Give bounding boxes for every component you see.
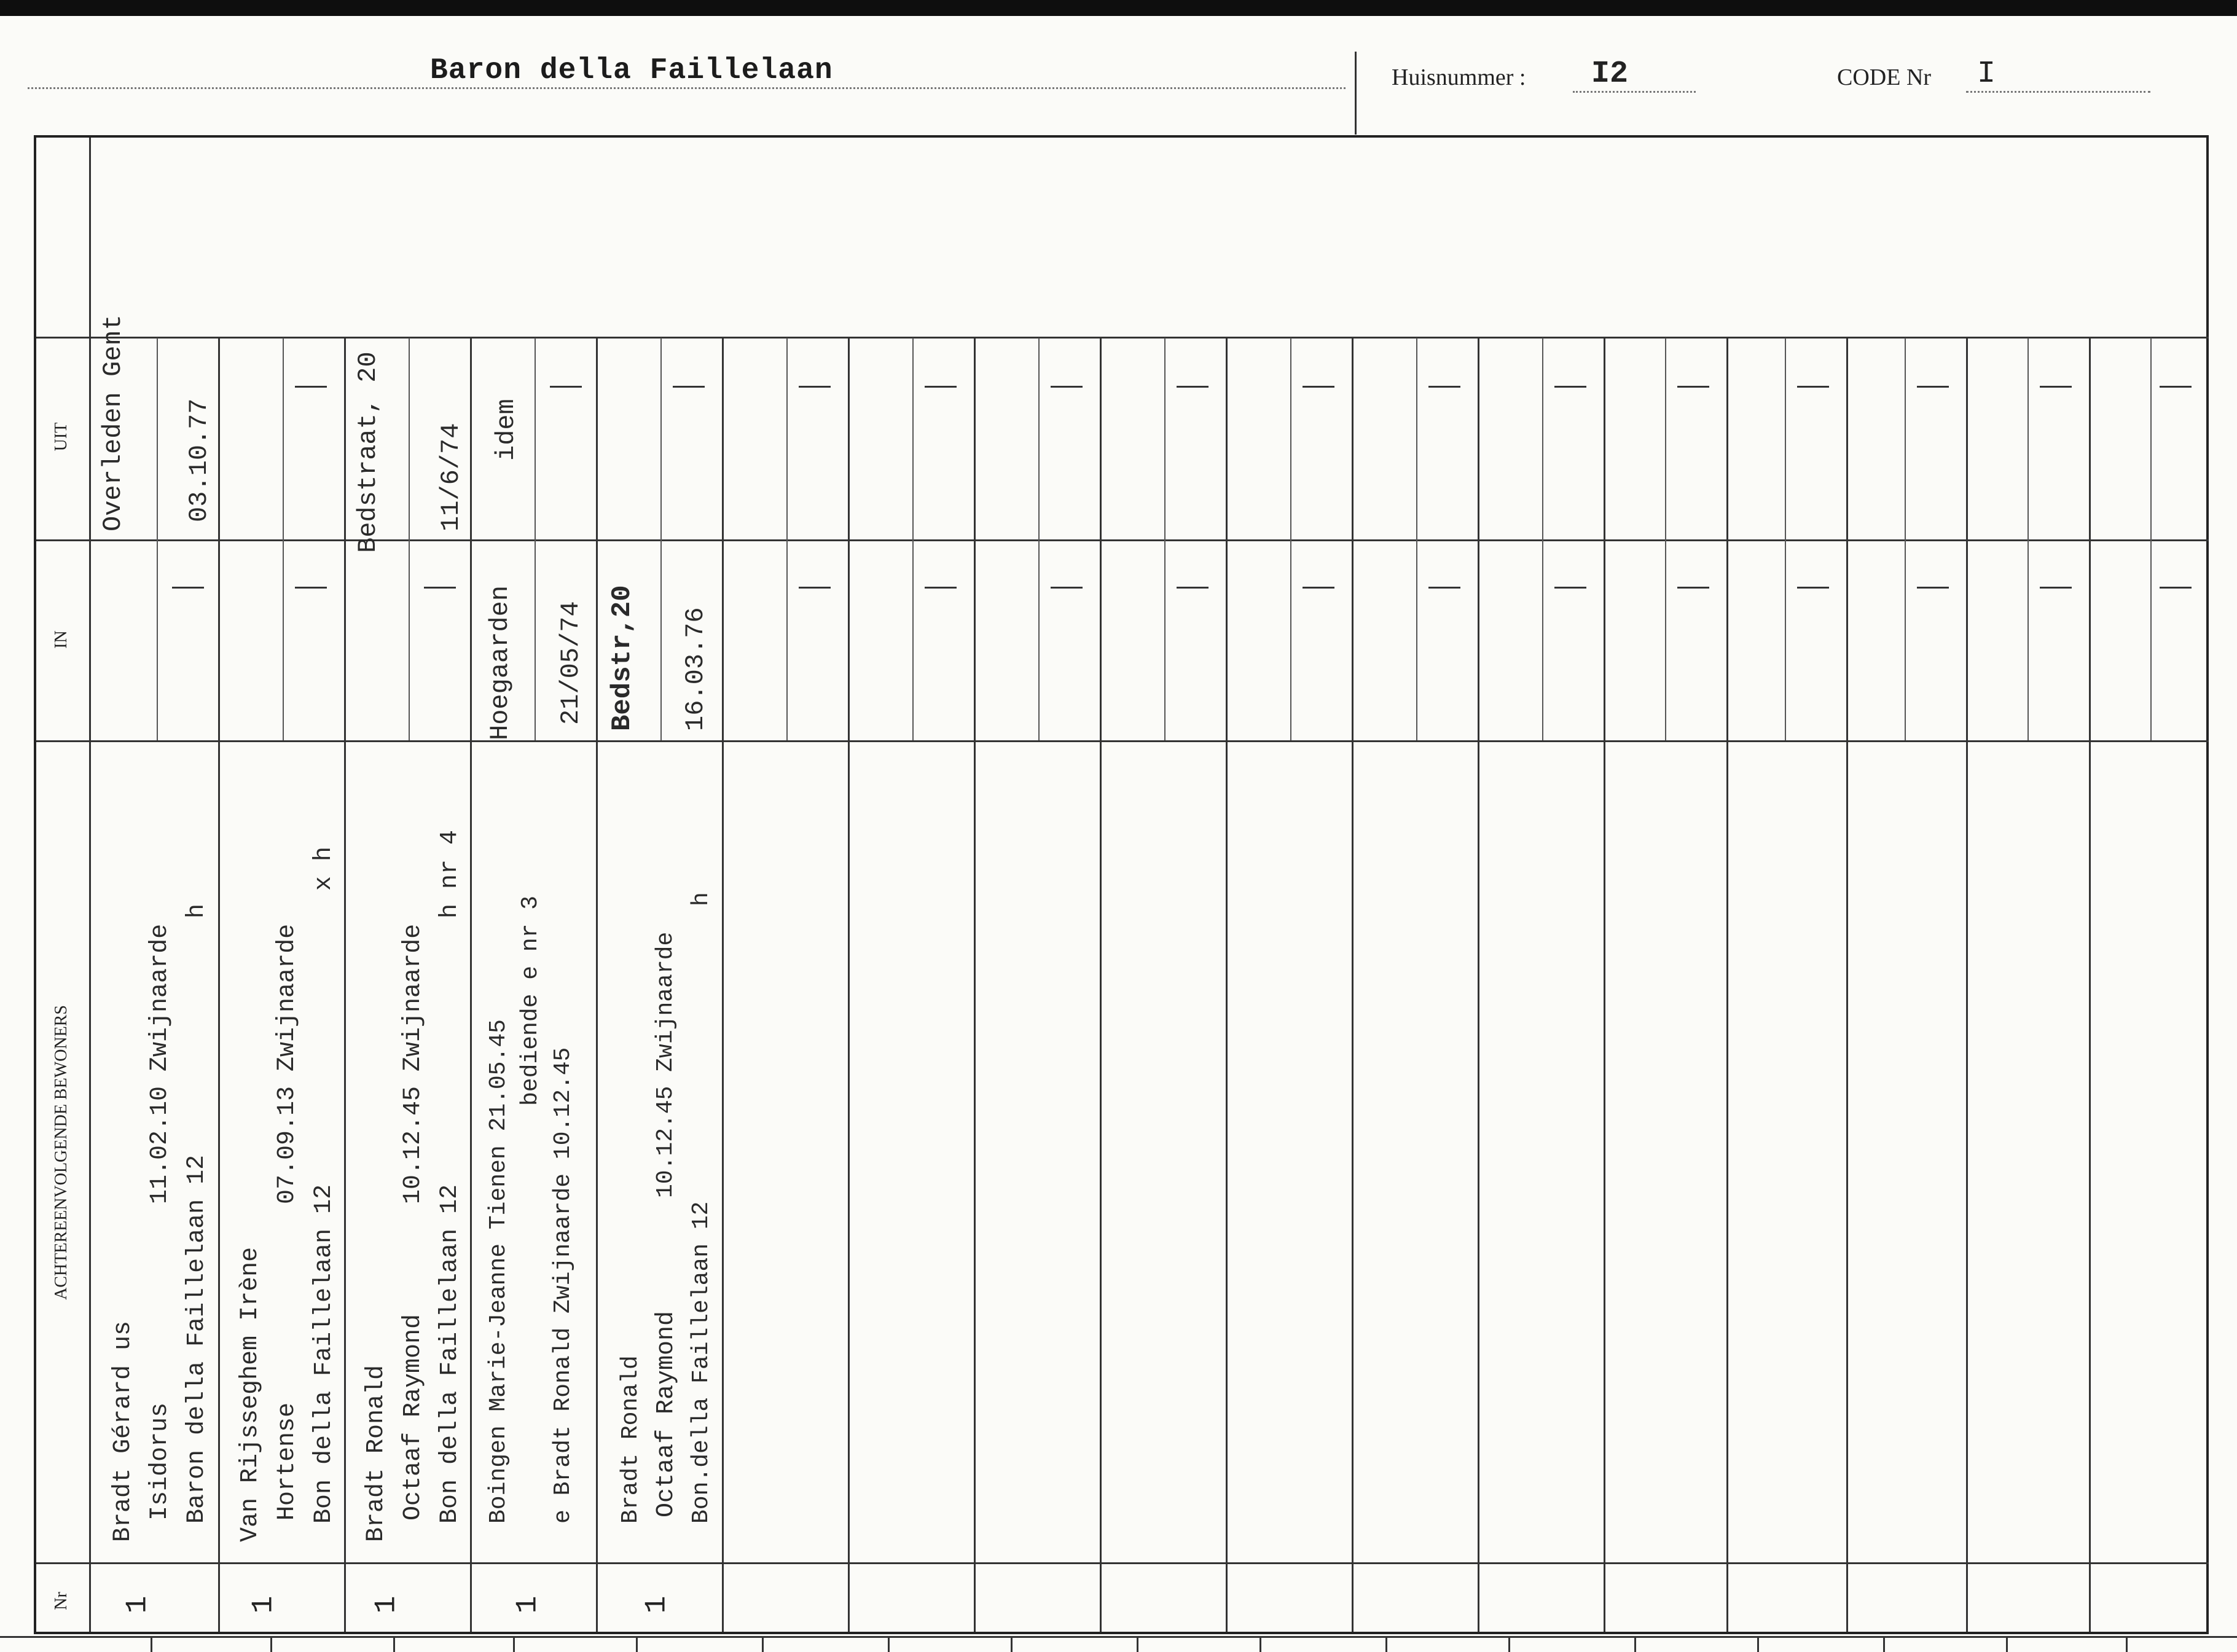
empty-dash-in-7 — [1554, 587, 1586, 589]
entry5-in-place: Bedstr,20 — [607, 585, 638, 731]
entry5-line2: Octaaf Raymond — [652, 1310, 680, 1517]
entry3-uit-place: Bedstraat, 20 — [353, 351, 383, 553]
empty-dash-in-12 — [2160, 587, 2192, 589]
empty-dash-in-4 — [1177, 587, 1209, 589]
empty-dash-in-6 — [1428, 587, 1460, 589]
uit-top-line — [89, 337, 2209, 339]
uit-label: UIT — [52, 422, 71, 452]
entry4-line2: bediende e nr 3 — [517, 895, 544, 1106]
entry-dash-2 — [295, 386, 327, 388]
bottom-tick-1 — [151, 1636, 152, 1652]
house-number-label: Huisnummer : — [1392, 65, 1526, 90]
entry1-suffix: h — [183, 903, 211, 918]
bottom-tick-4 — [513, 1636, 515, 1652]
entry3-suffix: h nr 4 — [436, 829, 464, 918]
entry1-uit-place: Overleden Gent — [98, 315, 128, 531]
entry5-line3: Bon.della Faillelaan 12 — [688, 1201, 715, 1524]
column-line-8 — [1100, 338, 1102, 1632]
header-divider — [1355, 52, 1357, 135]
bottom-tick-16 — [2006, 1636, 2008, 1652]
empty-dash-uit-9 — [1797, 386, 1829, 388]
entry3-birth: 10.12.45 Zwijnaarde — [399, 923, 427, 1204]
entry-dash-5 — [550, 386, 582, 388]
bottom-tick-10 — [1260, 1636, 1261, 1652]
bottom-tick-11 — [1385, 1636, 1387, 1652]
entry2-line3: Bon della Faillelaan 12 — [310, 1184, 338, 1524]
half-column-line-4 — [535, 338, 536, 740]
column-line-15 — [1966, 338, 1968, 1632]
column-line-12 — [1604, 338, 1605, 1632]
empty-dash-uit-3 — [1051, 386, 1083, 388]
empty-dash-in-9 — [1797, 587, 1829, 589]
entry2-line1: Van Rijsseghem Irène — [237, 1247, 264, 1542]
entry3-line1: Bradt Ronald — [362, 1364, 390, 1542]
empty-dash-uit-11 — [2040, 386, 2072, 388]
code-underline — [1966, 91, 2150, 93]
half-column-line-3 — [409, 338, 410, 740]
entry2-birth: 07.09.13 Zwijnaarde — [273, 923, 301, 1204]
column-line-11 — [1478, 338, 1479, 1632]
empty-dash-in-11 — [2040, 587, 2072, 589]
entry4-nr: 1 — [511, 1595, 545, 1614]
empty-dash-in-10 — [1917, 587, 1949, 589]
column-line-4 — [596, 338, 598, 1632]
entry5-nr: 1 — [640, 1595, 674, 1614]
empty-dash-uit-12 — [2160, 386, 2192, 388]
column-line-9 — [1226, 338, 1228, 1632]
entry3-nr: 1 — [370, 1595, 404, 1614]
column-line-16 — [2089, 338, 2091, 1632]
empty-dash-in-1 — [799, 587, 831, 589]
entry4-line3: e Bradt Ronald Zwijnaarde 10.12.45 — [550, 1047, 576, 1524]
empty-dash-uit-4 — [1177, 386, 1209, 388]
half-column-line-1 — [157, 338, 158, 740]
empty-dash-uit-5 — [1303, 386, 1334, 388]
half-column-line-14 — [1785, 338, 1786, 740]
house-number-value: I2 — [1591, 57, 1629, 92]
bottom-tick-15 — [1883, 1636, 1885, 1652]
column-line-1 — [218, 338, 220, 1632]
bottom-tick-7 — [888, 1636, 890, 1652]
label-uit-top-line — [36, 337, 89, 339]
column-line-2 — [344, 338, 346, 1632]
entry2-nr: 1 — [247, 1595, 281, 1614]
entry1-uit-date: 03.10.77 — [184, 398, 214, 522]
column-line-5 — [722, 338, 724, 1632]
entry-dash-4 — [424, 587, 456, 589]
code-label: CODE Nr — [1837, 65, 1932, 90]
entry1-line3: Baron della Faillelaan 12 — [183, 1154, 211, 1524]
residents-nr-divider — [36, 1562, 2209, 1564]
half-column-line-5 — [660, 338, 662, 740]
entry5-in-date: 16.03.76 — [681, 607, 710, 731]
top-scan-band — [0, 0, 2237, 16]
empty-dash-uit-6 — [1428, 386, 1460, 388]
entry4-in-date: 21/05/74 — [556, 601, 586, 725]
half-column-line-15 — [1905, 338, 1906, 740]
bottom-tick-13 — [1634, 1636, 1636, 1652]
empty-dash-uit-8 — [1677, 386, 1709, 388]
half-column-line-13 — [1665, 338, 1666, 740]
empty-dash-uit-2 — [925, 386, 957, 388]
bottom-tick-6 — [762, 1636, 764, 1652]
half-column-line-6 — [786, 338, 788, 740]
entry2-suffix: x h — [310, 846, 338, 891]
half-column-line-17 — [2150, 338, 2152, 740]
half-column-line-11 — [1416, 338, 1417, 740]
in-label: IN — [52, 630, 71, 649]
bottom-tick-2 — [270, 1636, 272, 1652]
half-column-line-7 — [912, 338, 914, 740]
column-line-6 — [848, 338, 850, 1632]
entry-dash-6 — [673, 386, 705, 388]
empty-dash-uit-1 — [799, 386, 831, 388]
column-line-13 — [1726, 338, 1728, 1632]
bottom-tick-17 — [2126, 1636, 2128, 1652]
half-column-line-8 — [1038, 338, 1040, 740]
street-underline — [28, 87, 1346, 89]
column-line-3 — [470, 338, 472, 1632]
entry1-line2: Isidorus — [146, 1402, 174, 1521]
empty-dash-in-8 — [1677, 587, 1709, 589]
entry4-uit-place: idem — [492, 399, 521, 461]
column-line-14 — [1846, 338, 1848, 1632]
entry2-line2: Hortense — [273, 1402, 301, 1521]
entry1-birth: 11.02.10 Zwijnaarde — [146, 923, 174, 1204]
half-column-line-10 — [1290, 338, 1291, 740]
bottom-tick-8 — [1011, 1636, 1013, 1652]
residents-label: ACHTEREENVOLGENDE BEWONERS — [52, 1005, 71, 1300]
empty-dash-uit-10 — [1917, 386, 1949, 388]
entry4-in-place: Hoegaarden — [485, 585, 515, 740]
entry-dash-1 — [172, 587, 204, 589]
bottom-tick-9 — [1137, 1636, 1138, 1652]
entry-dash-3 — [295, 587, 327, 589]
label-column-divider — [89, 138, 91, 1632]
half-column-line-2 — [283, 338, 284, 740]
empty-dash-in-3 — [1051, 587, 1083, 589]
bottom-tick-14 — [1757, 1636, 1759, 1652]
street-name: Baron della Faillelaan — [430, 54, 833, 87]
column-line-10 — [1352, 338, 1354, 1632]
half-column-line-12 — [1542, 338, 1543, 740]
half-column-line-9 — [1164, 338, 1166, 740]
half-column-line-16 — [2027, 338, 2029, 740]
empty-dash-in-5 — [1303, 587, 1334, 589]
entry5-birth: 10.12.45 Zwijnaarde — [652, 931, 679, 1198]
entry1-nr: 1 — [121, 1595, 155, 1614]
entry5-suffix: h — [688, 892, 715, 906]
entry1-line1: Bradt Gérard us — [109, 1320, 137, 1542]
entry5-line1: Bradt Ronald — [617, 1355, 644, 1524]
house-number-underline — [1573, 91, 1696, 93]
bottom-tick-12 — [1508, 1636, 1510, 1652]
nr-label: Nr — [52, 1592, 71, 1610]
bottom-tick-3 — [393, 1636, 395, 1652]
empty-dash-in-2 — [925, 587, 957, 589]
code-value: I — [1977, 57, 1996, 92]
bottom-tick-5 — [636, 1636, 638, 1652]
column-line-7 — [974, 338, 976, 1632]
bottom-edge-line — [0, 1636, 2237, 1638]
entry3-line2: Octaaf Raymond — [399, 1313, 427, 1521]
in-residents-divider — [36, 740, 2209, 742]
empty-dash-uit-7 — [1554, 386, 1586, 388]
entry4-line1: Boingen Marie-Jeanne Tienen 21.05.45 — [485, 1019, 512, 1524]
entry3-uit-date: 11/6/74 — [436, 423, 466, 531]
entry3-line3: Bon della Faillelaan 12 — [436, 1184, 464, 1524]
